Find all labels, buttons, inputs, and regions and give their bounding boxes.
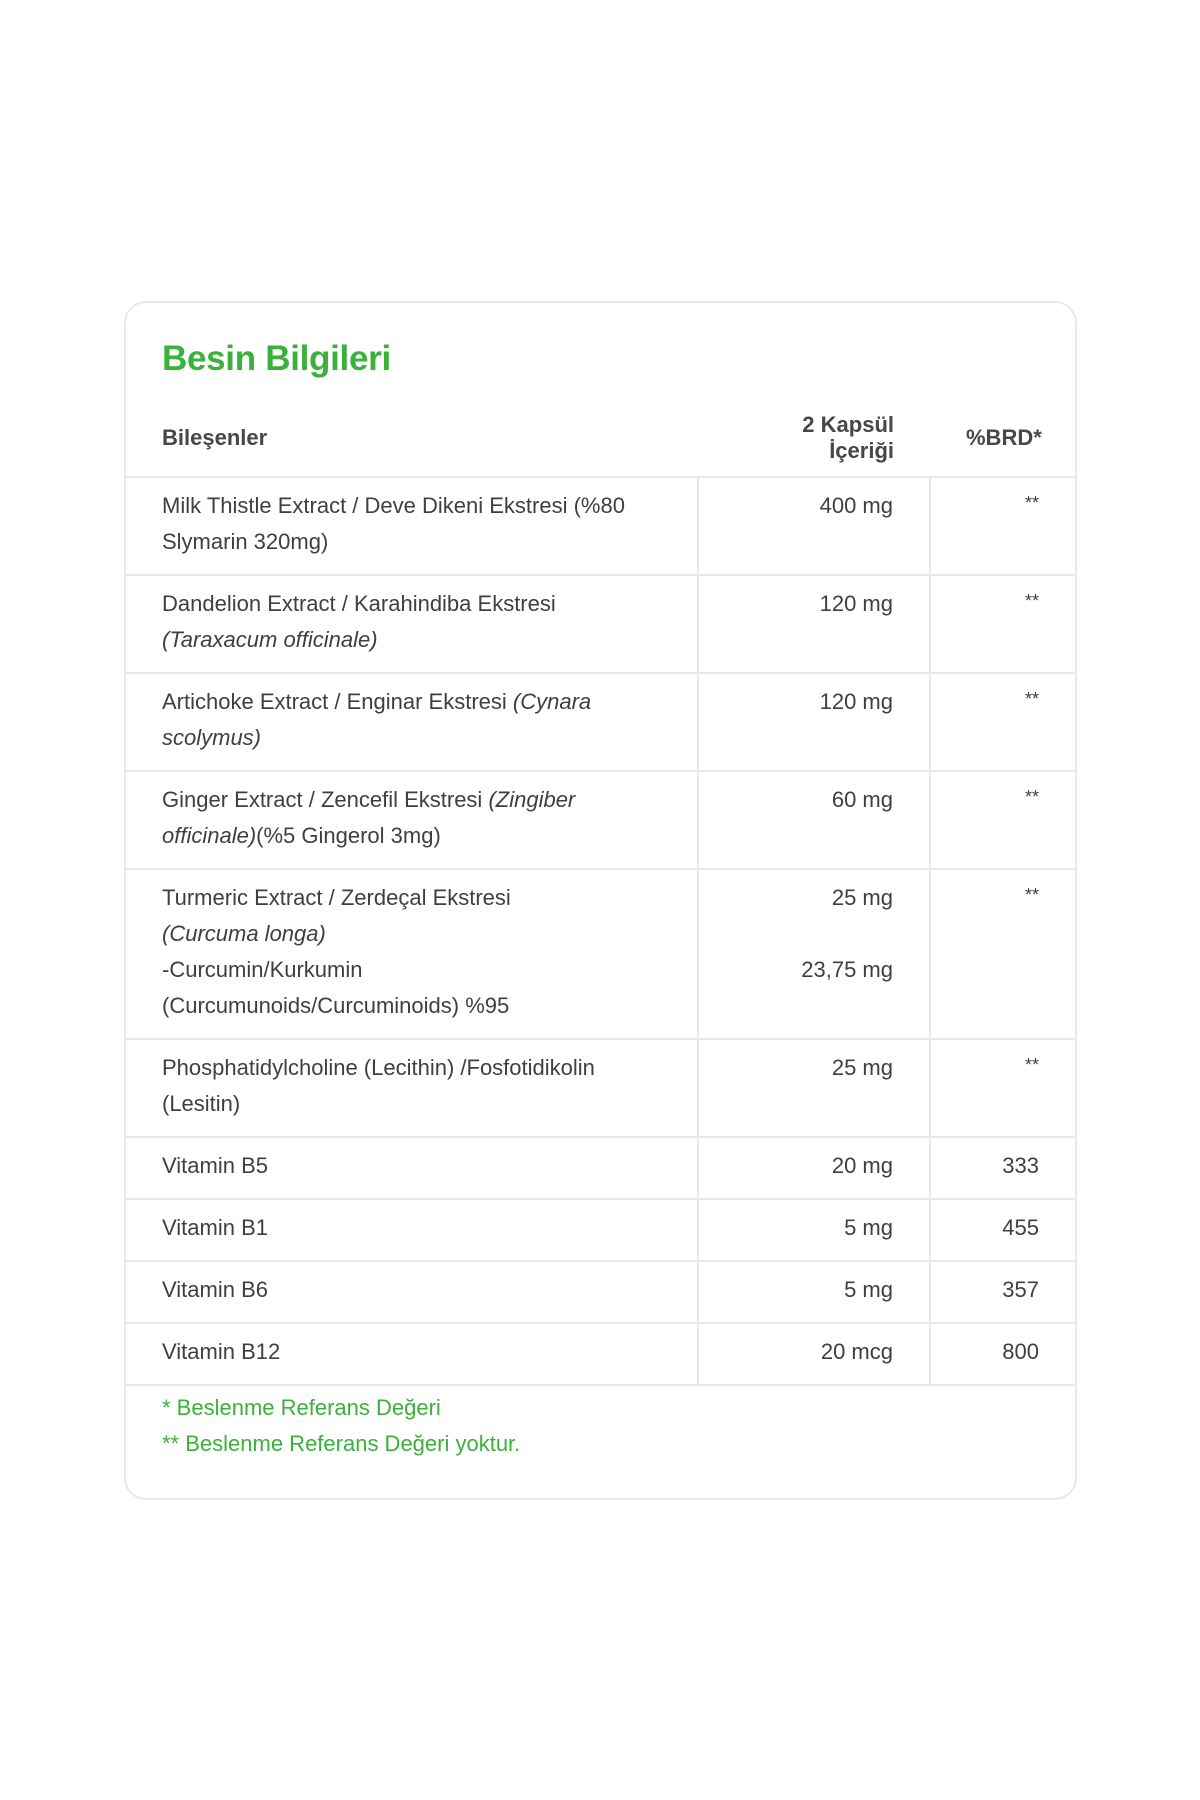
ingredient-amount: 400 mg: [698, 477, 930, 575]
ingredient-brd: 357: [930, 1261, 1075, 1323]
ingredient-name: Dandelion Extract / Karahindiba Ekstresi (Taraxacum officinale): [126, 575, 698, 673]
card-title: Besin Bilgileri: [162, 339, 391, 378]
ingredient-brd: **: [930, 673, 1075, 771]
ingredient-amount: 25 mg: [698, 1039, 930, 1137]
ingredient-name: Ginger Extract / Zencefil Ekstresi (Zingiber officinale)(%5 Gingerol 3mg): [126, 771, 698, 869]
latin-name: (Curcuma longa): [162, 921, 326, 946]
ingredient-name: Phosphatidylcholine (Lecithin) /Fosfotidikolin (Lesitin): [126, 1039, 698, 1137]
ingredient-brd: **: [930, 771, 1075, 869]
latin-name: (Taraxacum officinale): [162, 627, 378, 652]
ingredient-brd: **: [930, 575, 1075, 673]
table-row: [126, 575, 1075, 673]
header-brd: %BRD*: [930, 400, 1075, 477]
table-row: [126, 1039, 1075, 1137]
sub-ingredient-detail: (Curcumunoids/Curcuminoids) %95: [162, 993, 510, 1018]
table-row: [126, 771, 1075, 869]
sub-ingredient-amount: 23,75 mg: [801, 957, 893, 982]
table-row: [126, 477, 1075, 575]
sub-ingredient: -Curcumin/Kurkumin: [162, 957, 363, 982]
ingredient-suffix: (%5 Gingerol 3mg): [256, 823, 441, 848]
ingredient-amount: 5 mg: [698, 1199, 930, 1261]
ingredient-name: Vitamin B12: [126, 1323, 698, 1385]
ingredient-amount: 120 mg: [698, 575, 930, 673]
ingredient-brd: 800: [930, 1323, 1075, 1385]
ingredient-amount: 20 mg: [698, 1137, 930, 1199]
table-row: [126, 673, 1075, 771]
table-row: [126, 1137, 1075, 1199]
ingredient-amount: 20 mcg: [698, 1323, 930, 1385]
ingredient-amount: 60 mg: [698, 771, 930, 869]
table-row: [126, 1199, 1075, 1261]
ingredient-brd: **: [930, 1039, 1075, 1137]
ingredient-amount: 120 mg: [698, 673, 930, 771]
ingredient-brd: **: [930, 869, 1075, 1039]
ingredient-name: Vitamin B6: [126, 1261, 698, 1323]
ingredient-name: Vitamin B5: [126, 1137, 698, 1199]
ingredient-brd: **: [930, 477, 1075, 575]
footnotes: [162, 1390, 520, 1462]
nutrition-facts-card: [124, 301, 1077, 1500]
ingredient-name: Turmeric Extract / Zerdeçal Ekstresi (Curcuma longa) -Curcumin/Kurkumin (Curcumunoids/Curcuminoids) %95: [126, 869, 698, 1039]
footnote-no-brd: ** Beslenme Referans Değeri yoktur.: [162, 1431, 521, 1456]
ingredient-brd: 333: [930, 1137, 1075, 1199]
ingredient-name: Artichoke Extract / Enginar Ekstresi (Cynara scolymus): [126, 673, 698, 771]
ingredient-name: Milk Thistle Extract / Deve Dikeni Ekstresi (%80 Slymarin 320mg): [126, 477, 698, 575]
header-ingredients: Bileşenler: [126, 400, 698, 477]
ingredient-brd: 455: [930, 1199, 1075, 1261]
footnote-brd: * Beslenme Referans Değeri: [162, 1395, 441, 1420]
table-row: [126, 1261, 1075, 1323]
latin-name: (Cynara scolymus): [162, 689, 592, 750]
ingredient-name: Vitamin B1: [126, 1199, 698, 1261]
header-amount: 2 Kapsül İçeriği: [698, 400, 930, 477]
table-row: [126, 1323, 1075, 1385]
ingredient-amount: 5 mg: [698, 1261, 930, 1323]
nutrition-table: [126, 400, 1075, 1386]
ingredient-amount: 25 mg 23,75 mg: [698, 869, 930, 1039]
table-row: [126, 869, 1075, 1039]
table-header-row: [126, 400, 1075, 477]
latin-name: (Zingiber officinale): [162, 787, 576, 848]
